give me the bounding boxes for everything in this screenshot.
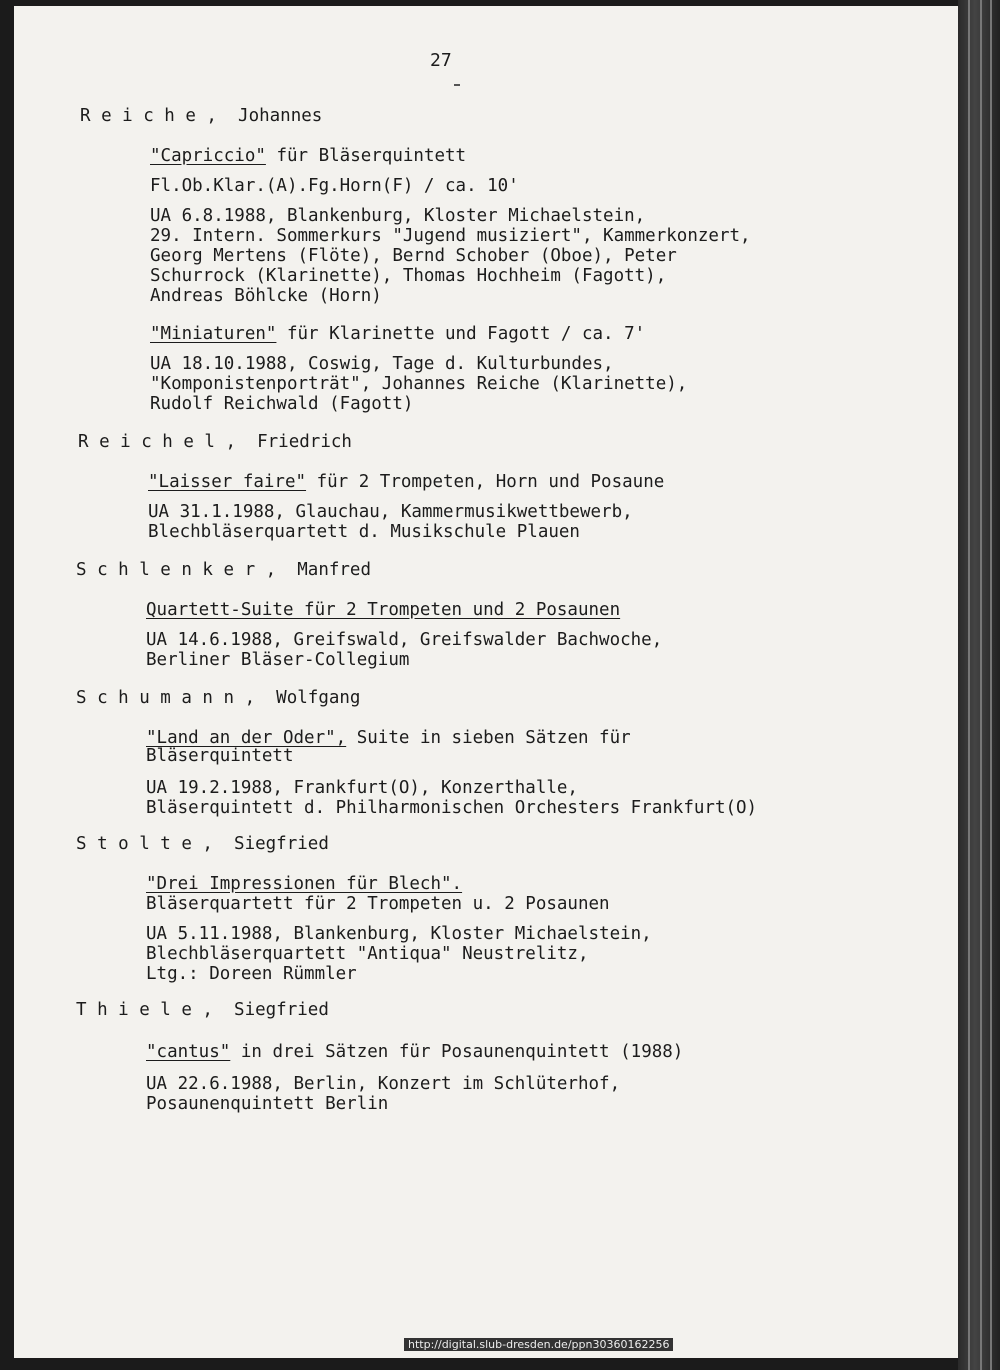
premiere-line: UA 14.6.1988, Greifswald, Greifswalder Bachwoche, [146,630,663,650]
premiere-line: Blechbläserquartett "Antiqua" Neustrelitz, [146,944,589,964]
premiere-line: Blechbläserquartett d. Musikschule Plauen [148,522,580,542]
work-title-line [146,600,620,620]
composer-name: S t o l t e , Siegfried [76,834,329,854]
document-page [14,6,958,1358]
work-title-line [150,146,466,166]
premiere-line: Rudolf Reichwald (Fagott) [150,394,414,414]
composer-name: S c h l e n k e r , Manfred [76,560,372,580]
source-url: http://digital.slub-dresden.de/ppn30360162256 [404,1338,673,1351]
composer-name: T h i e l e , Siegfried [76,1000,329,1020]
composer-name: R e i c h e , Johannes [80,106,323,126]
premiere-line: Andreas Böhlcke (Horn) [150,286,382,306]
premiere-line: Posaunenquintett Berlin [146,1094,389,1114]
work-subtitle: für Bläserquintett [265,146,467,166]
work-title: "Land an der Oder", [146,728,347,748]
work-title-line [148,472,664,492]
work-title-line [150,324,645,344]
work-subtitle: für 2 Trompeten, Horn und Posaune [306,472,665,492]
scan-mark [454,84,460,86]
premiere-line: "Komponistenporträt", Johannes Reiche (Klarinette), [150,374,688,394]
page-number: 27 [430,50,452,71]
premiere-line: Schurrock (Klarinette), Thomas Hochheim (Fagott), [150,266,667,286]
premiere-line: Georg Mertens (Flöte), Bernd Schober (Oboe), Peter [150,246,677,266]
work-title: "Drei Impressionen für Blech". [146,874,463,894]
work-title: "Laisser faire" [148,472,307,492]
premiere-line: UA 6.8.1988, Blankenburg, Kloster Michaelstein, [150,206,646,226]
premiere-line: UA 5.11.1988, Blankenburg, Kloster Michaelstein, [146,924,652,944]
premiere-line: Berliner Bläser-Collegium [146,650,410,670]
work-title-line [146,1042,683,1062]
work-subtitle-line: Bläserquartett für 2 Trompeten u. 2 Posaunen [146,894,610,914]
premiere-line: 29. Intern. Sommerkurs "Jugend musiziert", Kammerkonzert, [150,226,751,246]
work-title: "cantus" [146,1042,231,1062]
instrumentation: Fl.Ob.Klar.(A).Fg.Horn(F) / ca. 10' [150,176,519,196]
work-subtitle: für Klarinette und Fagott / ca. 7' [276,324,646,344]
work-title: "Miniaturen" [150,324,277,344]
premiere-line: UA 22.6.1988, Berlin, Konzert im Schlüterhof, [146,1074,621,1094]
premiere-line: Ltg.: Doreen Rümmler [146,964,357,984]
premiere-line: UA 31.1.1988, Glauchau, Kammermusikwettbewerb, [148,502,633,522]
premiere-line: UA 19.2.1988, Frankfurt(O), Konzerthalle, [146,778,578,798]
work-title: Quartett-Suite für 2 Trompeten und 2 Posaunen [146,600,621,620]
book-edge [958,0,1000,1370]
work-title-line [146,874,462,894]
premiere-line: Bläserquintett d. Philharmonischen Orchesters Frankfurt(O) [146,798,758,818]
composer-name: S c h u m a n n , Wolfgang [76,688,361,708]
work-title-line [146,728,631,748]
work-title: "Capriccio" [150,146,266,166]
work-subtitle: Suite in sieben Sätzen für [346,728,631,748]
work-subtitle: in drei Sätzen für Posaunenquintett (1988) [230,1042,684,1062]
work-subtitle-line: Bläserquintett [146,746,294,766]
composer-name: R e i c h e l , Friedrich [78,432,352,452]
premiere-line: UA 18.10.1988, Coswig, Tage d. Kulturbundes, [150,354,614,374]
